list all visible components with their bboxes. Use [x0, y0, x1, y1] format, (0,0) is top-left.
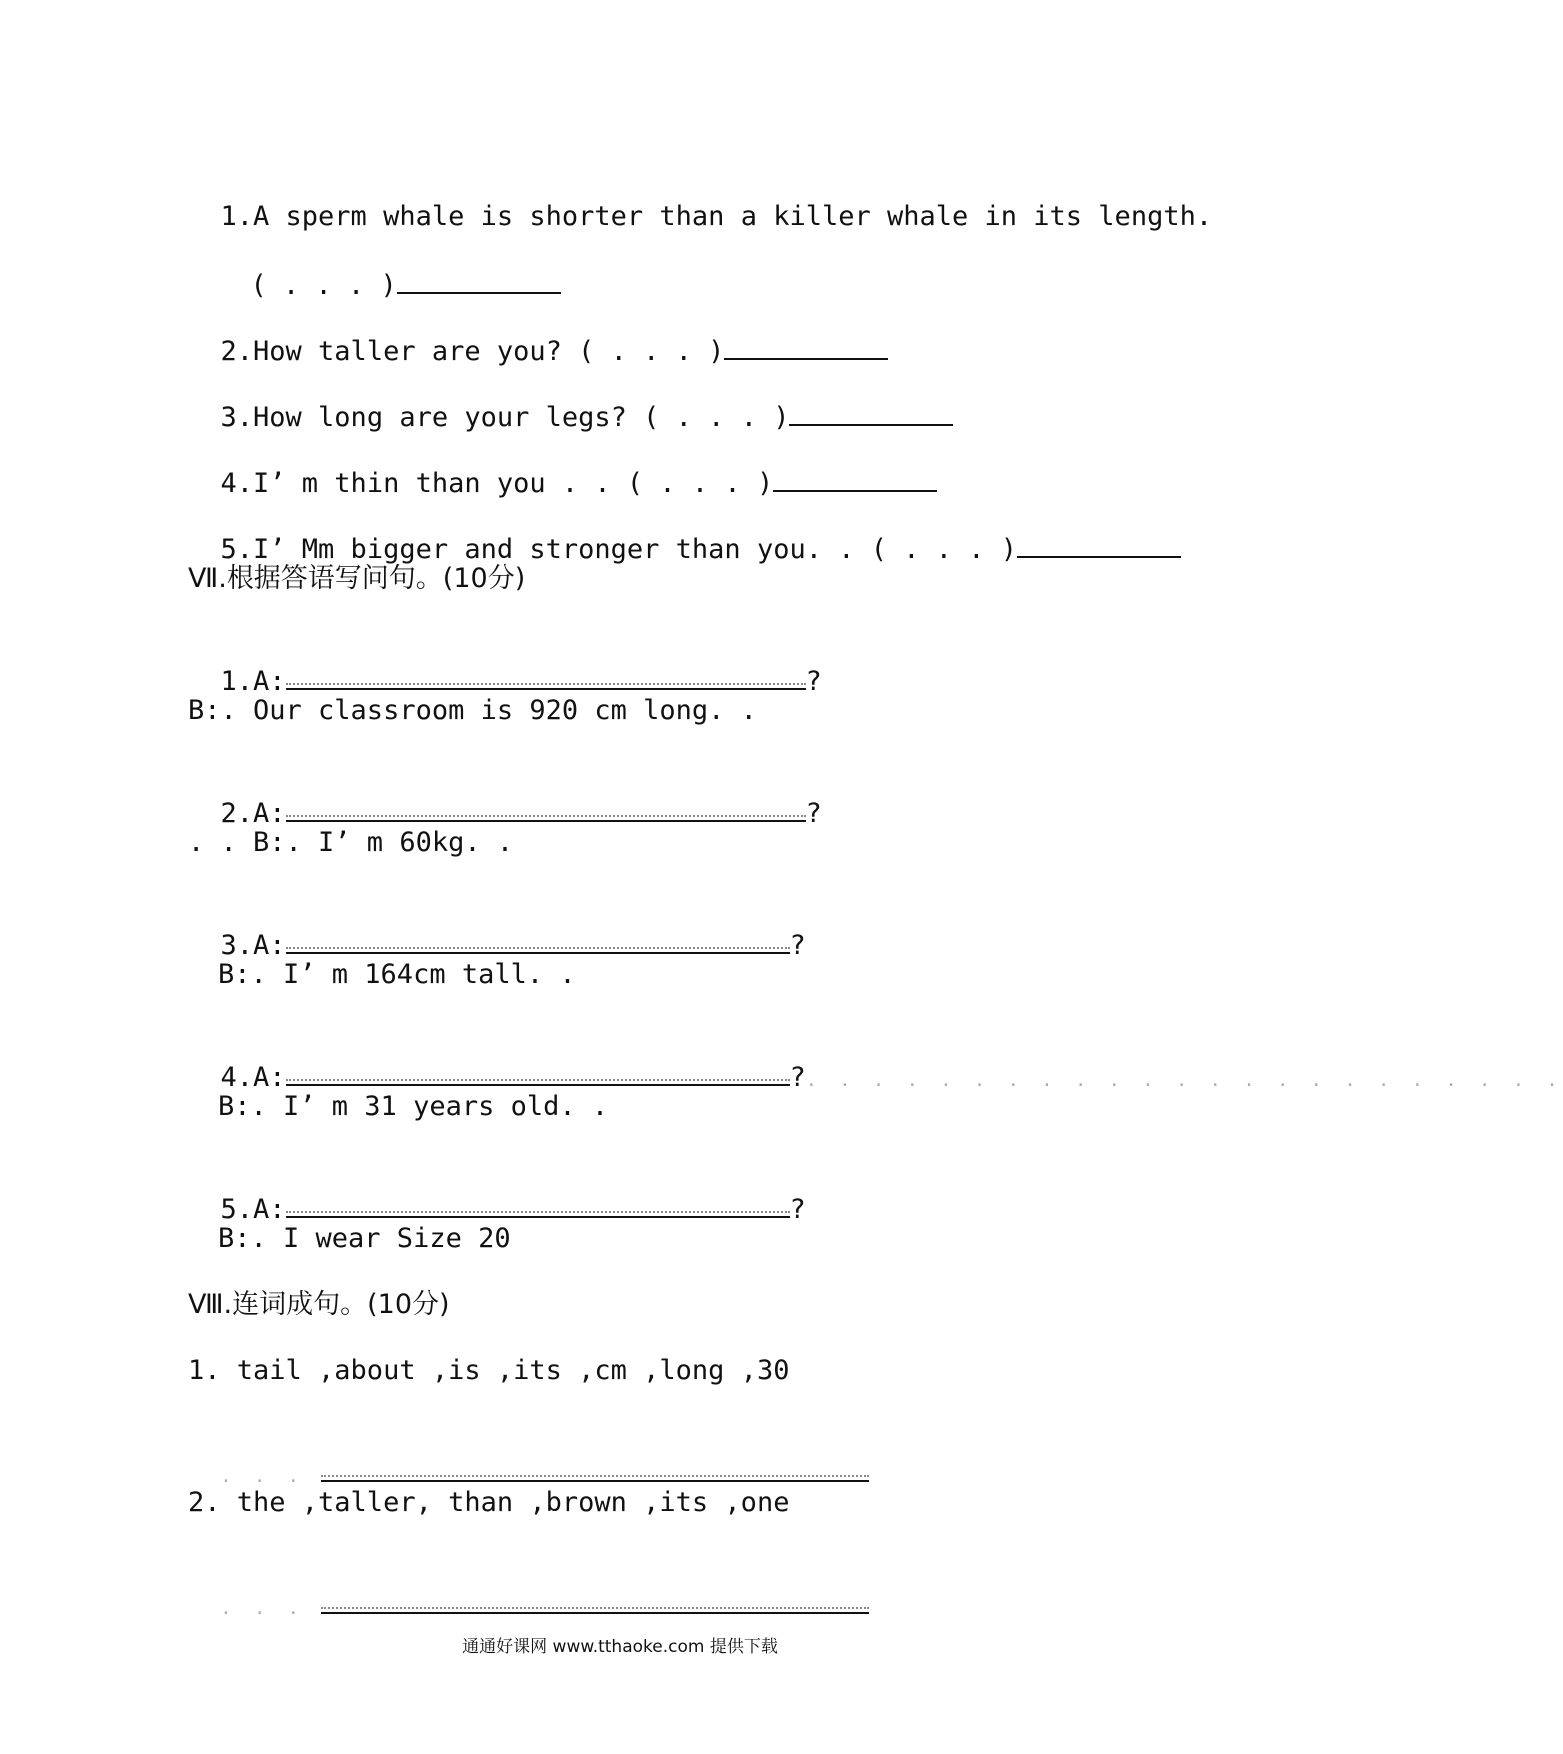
- dialogue-4-a: [188, 1024, 1563, 1098]
- question-3: [188, 364, 953, 435]
- question-2: [188, 298, 888, 369]
- answer-paren: ( . . . ): [250, 270, 397, 301]
- dialogue-1-b: B:. Our classroom is 920 cm long. .: [188, 695, 757, 726]
- dotted-leader: . . .: [220, 1598, 305, 1619]
- question-mark: ?: [789, 1062, 806, 1093]
- page-footer: 通通好课网 www.tthaoke.com 提供下载: [462, 1637, 778, 1657]
- dialogue-5-b: B:. I wear Size 20: [218, 1223, 511, 1254]
- dialogue-2-a: [188, 760, 822, 831]
- section-heading-7: Ⅶ.根据答语写问句。(10分): [188, 563, 526, 594]
- answer-blank[interactable]: [321, 1586, 869, 1614]
- answer-blank[interactable]: [1017, 530, 1181, 558]
- word-order-2-answer: [188, 1552, 869, 1626]
- question-mark: ?: [789, 930, 806, 961]
- speaker-a: 1.A:: [220, 666, 286, 697]
- question-text: 5.I’ Mm bigger and stronger than you. . ( . . . ): [220, 534, 1018, 565]
- word-order-1-answer: [188, 1420, 869, 1494]
- question-1-answer: [218, 232, 561, 303]
- question-text: 3.How long are your legs? ( . . . ): [220, 402, 790, 433]
- speaker-a: 3.A:: [220, 930, 286, 961]
- question-blank[interactable]: [286, 662, 806, 690]
- section-heading-8: Ⅷ.连词成句。(10分): [188, 1289, 450, 1320]
- question-blank[interactable]: [286, 794, 806, 822]
- question-4: [188, 430, 937, 501]
- answer-blank[interactable]: [773, 464, 937, 492]
- dialogue-5-a: [188, 1156, 806, 1227]
- question-text: 2.How taller are you? ( . . . ): [220, 336, 725, 367]
- word-order-1: 1. tail ,about ,is ,its ,cm ,long ,30: [188, 1355, 790, 1386]
- dialogue-3-a: [188, 892, 806, 963]
- question-5: [188, 496, 1181, 567]
- question-mark: ?: [789, 1194, 806, 1225]
- answer-blank[interactable]: [397, 266, 561, 294]
- answer-blank[interactable]: [321, 1454, 869, 1482]
- question-mark: ?: [805, 798, 822, 829]
- dialogue-1-a: [188, 628, 822, 699]
- dialogue-3-b: B:. I’ m 164cm tall. .: [218, 959, 576, 990]
- question-1: [188, 166, 1212, 234]
- question-blank[interactable]: [286, 1058, 790, 1086]
- question-blank[interactable]: [286, 926, 790, 954]
- speaker-a: 2.A:: [220, 798, 286, 829]
- dotted-leader: . . . . . . . . . . . . . . . . . . . . . . .: [805, 1070, 1563, 1091]
- question-text: 4.I’ m thin than you . . ( . . . ): [220, 468, 774, 499]
- question-text: 1.A sperm whale is shorter than a killer whale in its length.: [220, 201, 1213, 232]
- speaker-a: 5.A:: [220, 1194, 286, 1225]
- dialogue-2-b: . . B:. I’ m 60kg. .: [188, 827, 514, 858]
- speaker-a: 4.A:: [220, 1062, 286, 1093]
- dotted-leader: . . .: [220, 1466, 305, 1487]
- question-mark: ?: [805, 666, 822, 697]
- answer-blank[interactable]: [789, 398, 953, 426]
- question-blank[interactable]: [286, 1190, 790, 1218]
- dialogue-4-b: B:. I’ m 31 years old. .: [218, 1091, 609, 1122]
- word-order-2: 2. the ,taller, than ,brown ,its ,one: [188, 1487, 790, 1518]
- answer-blank[interactable]: [724, 332, 888, 360]
